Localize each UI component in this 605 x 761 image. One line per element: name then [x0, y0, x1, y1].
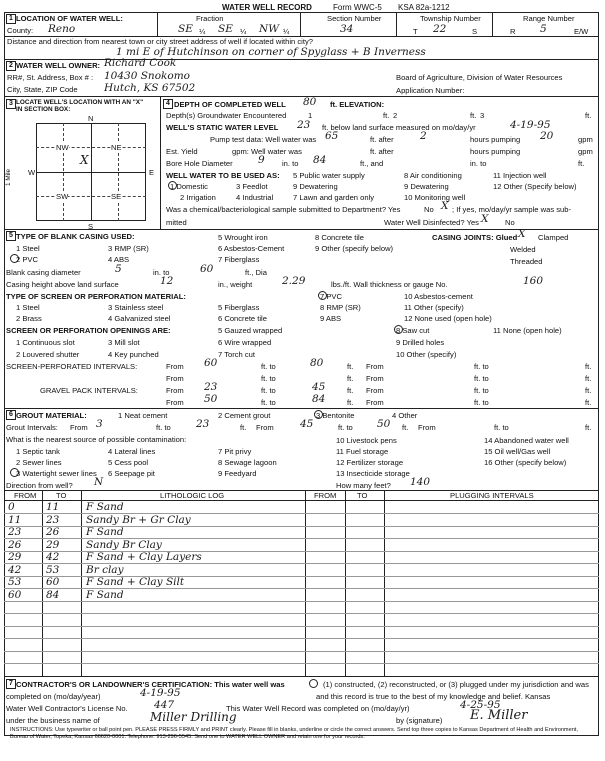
- grout-ft: ft.: [402, 423, 409, 432]
- gravel-to: ft. to: [474, 386, 489, 395]
- casing-asbestos: 6 Asbestos-Cement: [218, 244, 285, 253]
- screen-galvanized: 4 Galvanized steel: [108, 314, 171, 323]
- log-description: F Sand + Clay Silt: [86, 576, 185, 588]
- gw-1: 1: [308, 111, 313, 120]
- open-gauzed: 5 Gauzed wrapped: [218, 326, 283, 335]
- contam-fuel: 11 Fuel storage: [336, 447, 389, 456]
- log-to: 23: [46, 513, 60, 526]
- casing-abs: 4 ABS: [108, 255, 130, 264]
- log-from: 0: [8, 501, 15, 513]
- ne-label: NE: [111, 143, 122, 152]
- location-mark: X: [80, 153, 89, 167]
- grout-other: 4 Other: [392, 411, 418, 420]
- static-date: 4-19-95: [510, 119, 551, 131]
- contam-sewer: 2 Sewer lines: [16, 458, 62, 467]
- perf-to-1: 80: [310, 357, 324, 369]
- yield-label: Est. Yield: [166, 147, 198, 156]
- casing-concrete: 8 Concrete tile: [315, 233, 364, 242]
- application-label: Application Number:: [396, 86, 465, 95]
- true-text: and this record is true to the best of my knowledge and belief. Kansas: [316, 692, 551, 701]
- diam-to: in. to: [153, 268, 170, 277]
- owner-address: 10430 Snokomo: [104, 70, 190, 82]
- pump-label: Pump test data: Well water was: [210, 135, 317, 144]
- static-text: ft. below land surface measured on mo/day/yr: [322, 123, 476, 132]
- lbs-label: lbs./ft. Wall thickness or gauge No.: [331, 280, 448, 289]
- plug-to-header: TO: [357, 491, 368, 500]
- owner-label: WATER WELL OWNER:: [16, 61, 101, 70]
- chem-mark: X: [441, 200, 449, 212]
- row-divider: [4, 601, 599, 602]
- perf-to: ft. to: [261, 374, 276, 383]
- diam-ft-dia: ft., Dia: [245, 268, 267, 277]
- fraction-1: SE: [178, 23, 193, 35]
- grout-ft: ft.: [585, 423, 592, 432]
- chem-label: Was a chemical/bacteriological sample submitted to Department? Yes: [166, 205, 401, 214]
- completed-label: completed on (mo/day/year): [6, 692, 101, 701]
- log-to: 53: [46, 563, 60, 576]
- gravel-from: From: [166, 398, 184, 407]
- perf-ft: ft.: [347, 362, 354, 371]
- depth-value: 80: [303, 96, 317, 108]
- diam-to-value: 60: [200, 263, 214, 275]
- contam-insecticide: 13 Insecticide storage: [336, 469, 410, 478]
- gravel-ft: ft.: [585, 386, 592, 395]
- gravel-to-2: 84: [312, 393, 326, 405]
- gravel-to-1: 45: [312, 381, 326, 393]
- gravel-to: ft. to: [261, 398, 276, 407]
- log-from: 26: [8, 538, 22, 551]
- contam-abandoned: 14 Abandoned water well: [484, 436, 569, 445]
- gravel-to: ft. to: [261, 386, 276, 395]
- perf-from: From: [366, 374, 384, 383]
- screen-none: 12 None used (open hole): [404, 314, 492, 323]
- open-other: 10 Other (specify): [396, 350, 457, 359]
- perf-label: SCREEN-PERFORATED INTERVALS:: [6, 362, 138, 371]
- use-public: 5 Public water supply: [293, 171, 365, 180]
- gravel-from: From: [366, 386, 384, 395]
- bore-to: in. to: [282, 159, 299, 168]
- joints-welded: Welded: [510, 245, 536, 254]
- gauge-value: 160: [523, 275, 544, 287]
- record-date: 4-25-95: [460, 699, 501, 711]
- contam-feedyard: 9 Feedyard: [218, 469, 257, 478]
- use-injection: 11 Injection well: [493, 171, 547, 180]
- grout-from: From: [418, 423, 436, 432]
- open-drilled: 9 Drilled holes: [396, 338, 445, 347]
- howmany-label: How many feet?: [336, 481, 391, 490]
- divider: [4, 408, 599, 409]
- casing-wrought: 5 Wrought iron: [218, 233, 268, 242]
- grout-from-2: 45: [300, 418, 314, 430]
- chem-no: No: [424, 205, 434, 214]
- bore-to-value: 84: [313, 154, 327, 166]
- grout-to-1: 23: [196, 418, 210, 430]
- section-6-number: 6: [6, 410, 16, 420]
- use-other: 12 Other (Specify below): [493, 182, 577, 191]
- divider: [492, 12, 493, 36]
- license-label: Water Well Contractor's License No.: [6, 704, 128, 713]
- township-label: Township Number: [420, 14, 481, 23]
- bore-and: ft., and: [360, 159, 384, 168]
- distance-value: 1 mi E of Hutchinson on corner of Spyglass + B Inverness: [116, 46, 426, 58]
- divider: [305, 490, 306, 676]
- open-saw: 8 Saw cut: [396, 326, 430, 335]
- section-number-value: 34: [340, 23, 354, 35]
- yield-hours: hours pumping: [470, 147, 521, 156]
- grout-label: GROUT MATERIAL:: [16, 411, 87, 420]
- fraction-3: NW: [259, 23, 279, 35]
- gravel-from: From: [166, 386, 184, 395]
- diam-value: 5: [115, 263, 122, 275]
- board-text: Board of Agriculture, Division of Water Resources: [396, 73, 563, 82]
- form-ksa: KSA 82a-1212: [398, 3, 450, 12]
- joints-clamped: Clamped: [538, 233, 569, 242]
- section-4-number: 4: [163, 99, 173, 109]
- location-label: LOCATION OF WATER WELL:: [16, 14, 123, 23]
- log-description: F Sand: [86, 501, 124, 513]
- log-description: F Sand + Clay Layers: [86, 551, 202, 563]
- quarter-mark: ¼: [283, 27, 290, 36]
- use-irrigation: 2 Irrigation: [180, 193, 216, 202]
- contam-watertight: 3 Watertight sewer lines: [16, 469, 97, 478]
- weight-value: 2.29: [282, 275, 306, 287]
- section-2-number: 2: [6, 61, 16, 71]
- township-t: T: [413, 27, 418, 36]
- bore-label: Bore Hole Diameter: [166, 159, 233, 168]
- gw-3: 3: [480, 111, 485, 120]
- height-value: 12: [160, 275, 174, 287]
- log-to: 26: [46, 526, 60, 538]
- row-divider: [4, 663, 599, 664]
- gw-2: 2: [393, 111, 398, 120]
- perf-ft: ft.: [585, 374, 592, 383]
- divider: [36, 196, 146, 197]
- static-label: WELL'S STATIC WATER LEVEL: [166, 123, 279, 132]
- divider: [63, 123, 64, 221]
- perf-from: From: [166, 362, 184, 371]
- divider: [300, 12, 301, 36]
- log-to-header: TO: [56, 491, 67, 500]
- signature: E. Miller: [470, 708, 528, 723]
- record-text: This Water Well Record was completed on (mo/day/yr): [226, 704, 410, 713]
- log-description: Sandy Br Clay: [86, 538, 162, 551]
- log-from: 29: [8, 551, 22, 563]
- contam-lagoon: 8 Sewage lagoon: [218, 458, 277, 467]
- gw-ft: ft.: [470, 111, 477, 120]
- open-continuous: 1 Continuous slot: [16, 338, 75, 347]
- hours-pumping: hours pumping: [470, 135, 521, 144]
- gravel-ft: ft.: [347, 398, 354, 407]
- perf-to: ft. to: [474, 362, 489, 371]
- log-from: 23: [8, 526, 22, 538]
- bore-value: 9: [258, 154, 265, 166]
- north-label: N: [88, 114, 94, 123]
- plug-header: PLUGGING INTERVALS: [450, 491, 534, 500]
- contam-livestock: 10 Livestock pens: [336, 436, 397, 445]
- log-to: 60: [46, 576, 60, 588]
- screen-steel: 1 Steel: [16, 303, 40, 312]
- use-feedlot: 3 Feedlot: [236, 182, 268, 191]
- screen-label: TYPE OF SCREEN OR PERFORATION MATERIAL:: [6, 292, 186, 301]
- log-to: 42: [46, 551, 60, 563]
- pump-hours: 2: [420, 130, 427, 142]
- divider: [36, 172, 146, 173]
- diam-label: Blank casing diameter: [6, 268, 81, 277]
- screen-other: 11 Other (specify): [404, 303, 464, 312]
- divider: [345, 490, 346, 676]
- screen-abs: 9 ABS: [320, 314, 342, 323]
- sw-label: SW: [56, 192, 69, 201]
- screen-fiberglass: 5 Fiberglass: [218, 303, 260, 312]
- divider: [4, 229, 599, 230]
- contam-privy: 7 Pit privy: [218, 447, 252, 456]
- section-1-number: 1: [6, 14, 16, 24]
- divider: [4, 59, 599, 60]
- divider: [160, 96, 161, 230]
- grout-to: ft. to: [494, 423, 509, 432]
- casing-fiberglass: 7 Fiberglass: [218, 255, 260, 264]
- log-to: 84: [46, 588, 60, 601]
- log-to: 11: [46, 501, 60, 513]
- by-signature-label: by (signature): [396, 716, 443, 725]
- section-3-number: 3: [6, 99, 16, 109]
- screen-stainless: 3 Stainless steel: [108, 303, 164, 312]
- contam-fertilizer: 12 Fertilizer storage: [336, 458, 404, 467]
- perf-to: ft. to: [261, 362, 276, 371]
- grout-ft: ft.: [240, 423, 247, 432]
- casing-rmp: 3 RMP (SR): [108, 244, 149, 253]
- contam-other: 16 Other (specify below): [484, 458, 567, 467]
- chem-text: ; If yes, mo/day/yr sample was sub-: [452, 205, 572, 214]
- use-dewatering: 9 Dewatering: [404, 182, 449, 191]
- gw-ft: ft.: [383, 111, 390, 120]
- direction-label: Direction from well?: [6, 481, 73, 490]
- gravel-from: From: [366, 398, 384, 407]
- use-industrial: 4 Industrial: [236, 193, 274, 202]
- pump-gpm: 20: [540, 130, 554, 142]
- casing-pvc: 2 PVC: [16, 255, 38, 264]
- address-label: RR#, St. Address, Box # :: [7, 73, 94, 82]
- contam-septic: 1 Septic tank: [16, 447, 60, 456]
- gravel-label: GRAVEL PACK INTERVALS:: [40, 386, 138, 395]
- height-in: in., weight: [218, 280, 253, 289]
- log-from: 53: [8, 576, 22, 588]
- openings-label: SCREEN OR PERFORATION OPENINGS ARE:: [6, 326, 171, 335]
- log-from: 11: [8, 513, 22, 526]
- perf-ft: ft.: [347, 374, 354, 383]
- log-from-header: FROM: [14, 491, 37, 500]
- divider: [42, 490, 43, 676]
- west-label: W: [28, 168, 36, 177]
- casing-other: 9 Other (specify below): [315, 244, 394, 253]
- disinfected-label: Water Well Disinfected? Yes: [384, 218, 479, 227]
- divider: [81, 490, 82, 676]
- contam-seepage: 6 Seepage pit: [108, 469, 155, 478]
- joints-label: CASING JOINTS: Glued: [432, 233, 518, 242]
- business-label: under the business name of: [6, 716, 100, 725]
- quarter-mark: ¼: [199, 27, 206, 36]
- range-value: 5: [540, 23, 547, 35]
- divider: [384, 490, 385, 676]
- form-number: Form WWC-5: [333, 3, 382, 12]
- screen-brass: 2 Brass: [16, 314, 42, 323]
- open-mill: 3 Mill slot: [108, 338, 140, 347]
- row-divider: [4, 613, 599, 614]
- range-label: Range Number: [523, 14, 575, 23]
- mile-label: 1 Mile: [5, 168, 12, 186]
- divider: [4, 96, 599, 97]
- log-description: Br clay: [86, 563, 124, 576]
- perf-from: From: [366, 362, 384, 371]
- cert-options: (1) constructed, (2) reconstructed, or (3) plugged under my jurisdiction and was: [323, 680, 589, 689]
- grout-from-1: 3: [96, 418, 103, 430]
- grout-bentonite: 3 Bentonite: [316, 411, 355, 420]
- section-number-label: Section Number: [327, 14, 382, 23]
- screen-concrete: 6 Concrete tile: [218, 314, 267, 323]
- divider: [396, 12, 397, 36]
- grout-neat: 1 Neat cement: [118, 411, 168, 420]
- use-label: WELL WATER TO BE USED AS:: [166, 171, 280, 180]
- mitted-label: mitted: [166, 218, 187, 227]
- distance-label: Distance and direction from nearest town or city street address of well if located within city?: [7, 37, 313, 46]
- open-key: 4 Key punched: [108, 350, 159, 359]
- pump-value: 65: [325, 130, 339, 142]
- open-wire: 6 Wire wrapped: [218, 338, 272, 347]
- gravel-from-1: 23: [204, 381, 218, 393]
- south-label: S: [88, 222, 94, 231]
- instructions: INSTRUCTIONS: Use typewriter or ball point pen. PLEASE PRESS FIRMLY and PRINT clearly. Please fill in blanks, underline or circle the correct answers. Send top three copies to Kansas Department of Health and Environment, Bureau of Water, Topeka, Kansas 66620-0001. Telephone: 913-296-5545. Send one to WATER WELL OWNER and retain one for your records.: [10, 727, 578, 740]
- nw-label: NW: [56, 143, 69, 152]
- joints-mark: X: [518, 228, 526, 240]
- row-divider: [4, 638, 599, 639]
- east-label: E: [149, 168, 155, 177]
- gravel-from-2: 50: [204, 393, 218, 405]
- fraction-2: SE: [218, 23, 233, 35]
- log-description: F Sand: [86, 588, 124, 601]
- open-louvered: 2 Louvered shutter: [16, 350, 80, 359]
- gpm: gpm: [578, 147, 593, 156]
- yield-after: ft. after: [370, 147, 394, 156]
- yield-gpm: gpm: Well water was: [232, 147, 302, 156]
- township-value: 22: [433, 23, 447, 35]
- joints-threaded: Threaded: [510, 257, 543, 266]
- log-from: 60: [8, 588, 22, 601]
- township-s: S: [472, 27, 478, 36]
- cert-label: CONTRACTOR'S OR LANDOWNER'S CERTIFICATION: This water well was: [16, 680, 285, 689]
- fraction-label: Fraction: [196, 14, 224, 23]
- screen-pvc: 7 PVC: [320, 292, 342, 301]
- range-r: R: [510, 27, 516, 36]
- plug-from-header: FROM: [314, 491, 337, 500]
- depth-label: DEPTH OF COMPLETED WELL: [174, 100, 286, 109]
- se-label: SE: [111, 192, 122, 201]
- range-ew: E/W: [574, 27, 589, 36]
- open-none: 11 None (open hole): [493, 326, 562, 335]
- county-label: County:: [7, 26, 34, 35]
- grout-from: From: [256, 423, 274, 432]
- grout-intervals-label: Grout Intervals:: [6, 423, 58, 432]
- locate-label: LOCATE WELL'S LOCATION WITH AN "X" IN SECTION BOX:: [16, 99, 144, 113]
- log-description: F Sand: [86, 526, 124, 538]
- row-divider: [4, 651, 599, 652]
- use-oilfield: 9 Dewatering: [293, 182, 338, 191]
- bore-ft: ft.: [578, 159, 585, 168]
- elevation-label: ft. ELEVATION:: [330, 100, 385, 109]
- grout-to: ft. to: [338, 423, 353, 432]
- business-value: Miller Drilling: [150, 710, 237, 724]
- quarter-mark: ¼: [240, 27, 247, 36]
- perf-from: From: [166, 374, 184, 383]
- city-label: City, State, ZIP Code: [7, 85, 78, 94]
- grout-from: From: [70, 423, 88, 432]
- log-description: Sandy Br + Gr Clay: [86, 513, 191, 526]
- screen-asbestos: 10 Asbestos-cement: [404, 292, 473, 301]
- form-title: WATER WELL RECORD: [222, 3, 312, 12]
- divider: [157, 12, 158, 36]
- gravel-to: ft. to: [474, 398, 489, 407]
- static-value: 23: [297, 119, 311, 131]
- county-value: Reno: [48, 23, 76, 35]
- howmany-value: 140: [410, 476, 431, 488]
- completed-value: 4-19-95: [140, 687, 181, 699]
- gravel-ft: ft.: [347, 386, 354, 395]
- casing-steel: 1 Steel: [16, 244, 40, 253]
- owner-name: Richard Cook: [104, 57, 177, 69]
- use-monitoring: 10 Monitoring well: [404, 193, 466, 202]
- section-5-number: 5: [6, 231, 16, 241]
- perf-ft: ft.: [585, 362, 592, 371]
- log-to: 29: [46, 538, 60, 551]
- divider: [36, 147, 146, 148]
- contam-label: What is the nearest source of possible contamination:: [6, 435, 187, 444]
- perf-to: ft. to: [474, 374, 489, 383]
- owner-city: Hutch, KS 67502: [104, 82, 196, 94]
- gw-ft: ft.: [585, 111, 592, 120]
- use-domestic: 1 Domestic: [170, 182, 208, 191]
- cert-circle: [309, 679, 318, 688]
- disinfected-mark: X: [481, 213, 489, 225]
- pump-after: ft. after: [370, 135, 394, 144]
- grout-to-2: 50: [377, 418, 391, 430]
- perf-from-1: 60: [204, 357, 218, 369]
- license-value: 447: [154, 699, 175, 711]
- gravel-ft: ft.: [585, 398, 592, 407]
- bore-in-to: in. to: [470, 159, 487, 168]
- contam-oilgas: 15 Oil well/Gas well: [484, 447, 551, 456]
- direction-value: N: [94, 476, 104, 488]
- divider: [118, 123, 119, 221]
- casing-label: TYPE OF BLANK CASING USED:: [16, 232, 135, 241]
- open-torch: 7 Torch cut: [218, 350, 256, 359]
- log-from: 42: [8, 563, 22, 576]
- section-7-number: 7: [6, 679, 16, 689]
- contam-cess: 5 Cess pool: [108, 458, 149, 467]
- grout-to: ft. to: [156, 423, 171, 432]
- use-air: 8 Air conditioning: [404, 171, 462, 180]
- use-lawn: 7 Lawn and garden only: [293, 193, 375, 202]
- height-label: Casing height above land surface: [6, 280, 119, 289]
- disinfected-no: No: [505, 218, 515, 227]
- contam-lateral: 4 Lateral lines: [108, 447, 156, 456]
- grout-cement: 2 Cement grout: [218, 411, 271, 420]
- groundwater-label: Depth(s) Groundwater Encountered: [166, 111, 287, 120]
- gpm: gpm: [578, 135, 593, 144]
- divider: [4, 676, 599, 677]
- row-divider: [4, 626, 599, 627]
- screen-rmp: 8 RMP (SR): [320, 303, 361, 312]
- log-litho-header: LITHOLOGIC LOG: [160, 491, 225, 500]
